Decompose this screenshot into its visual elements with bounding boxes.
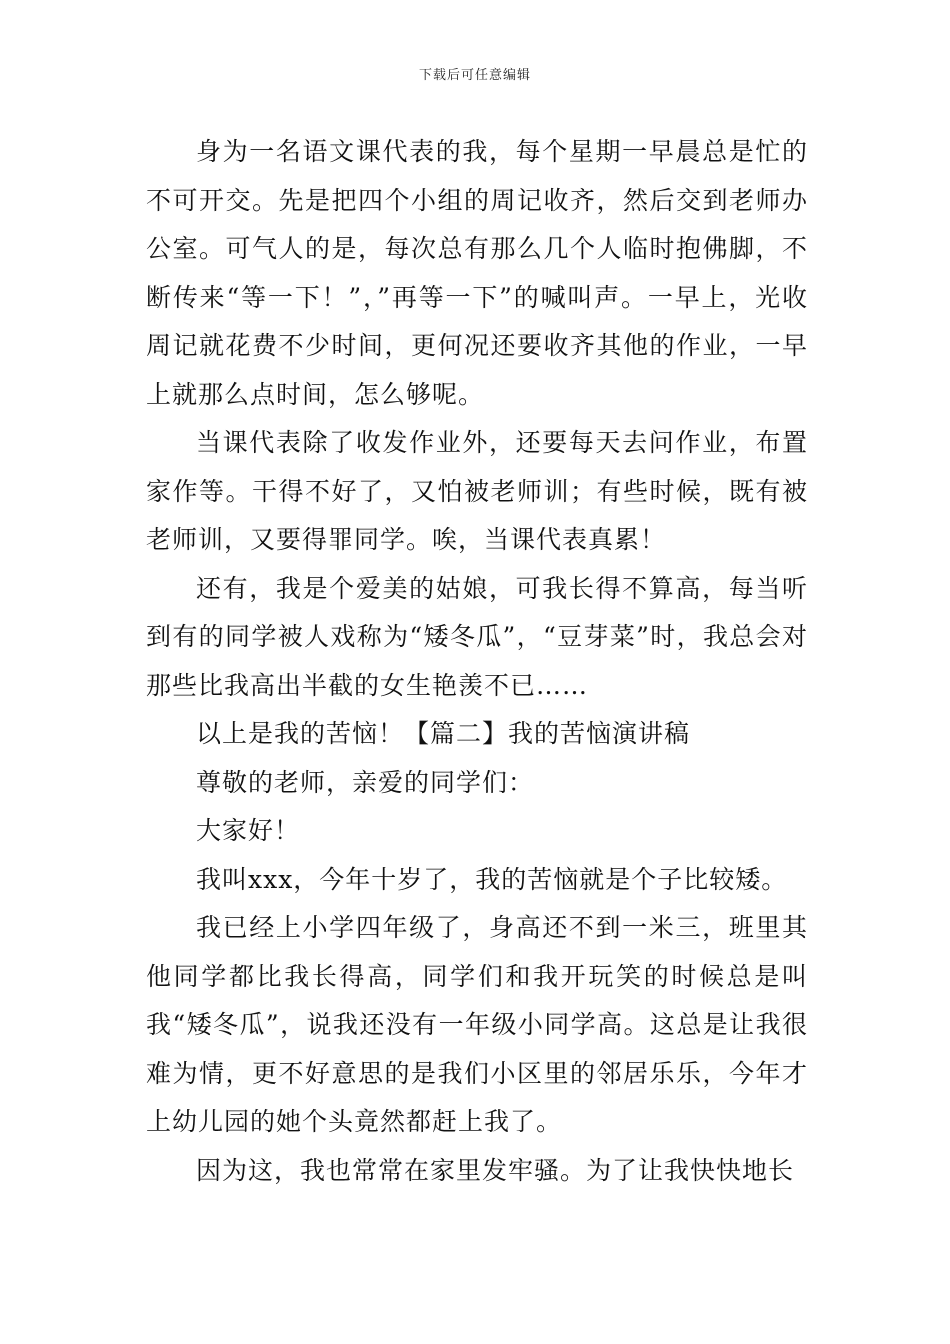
paragraph: 因为这，我也常常在家里发牢骚。为了让我快快地长 bbox=[196, 1155, 795, 1185]
paragraph: 尊敬的老师，亲爱的同学们： bbox=[196, 767, 535, 797]
paragraph: 当课代表除了收发作业外，还要每天去问作业，布置家作等。干得不好了，又怕被老师训；有些时候，既有被老师训，又要得罪同学。唉，当课代表真累！ bbox=[146, 428, 808, 554]
page-header: 下载后可任意编辑 bbox=[418, 68, 531, 83]
paragraph: 大家好！ bbox=[196, 816, 301, 845]
paragraph: 我已经上小学四年级了，身高还不到一米三，班里其他同学都比我长得高，同学们和我开玩笑的时候总是叫我“矮冬瓜”，说我还没有一年级小同学高。这总是让我很难为情，更不好意思的是我们小区里的邻居乐乐，今年才上幼儿园的她个头竟然都赶上我了。 bbox=[146, 913, 808, 1136]
paragraph: 我叫xxx，今年十岁了，我的苦恼就是个子比较矮。 bbox=[196, 864, 788, 894]
document-body bbox=[146, 128, 808, 1195]
paragraph: 还有，我是个爱美的姑娘，可我长得不算高，每当听到有的同学被人戏称为“矮冬瓜”，“豆芽菜”时，我总会对那些比我高出半截的女生艳羡不已…… bbox=[146, 573, 808, 700]
paragraph: 以上是我的苦恼！【篇二】我的苦恼演讲稿 bbox=[196, 719, 691, 748]
paragraph: 身为一名语文课代表的我，每个星期一早晨总是忙的不可开交。先是把四个小组的周记收齐，然后交到老师办公室。可气人的是，每次总有那么几个人临时抱佛脚，不断传来“等一下！”，”再等一下”的喊叫声。一早上，光收周记就花费不少时间，更何况还要收齐其他的作业，一早上就那么点时间，怎么够呢。 bbox=[146, 137, 808, 409]
